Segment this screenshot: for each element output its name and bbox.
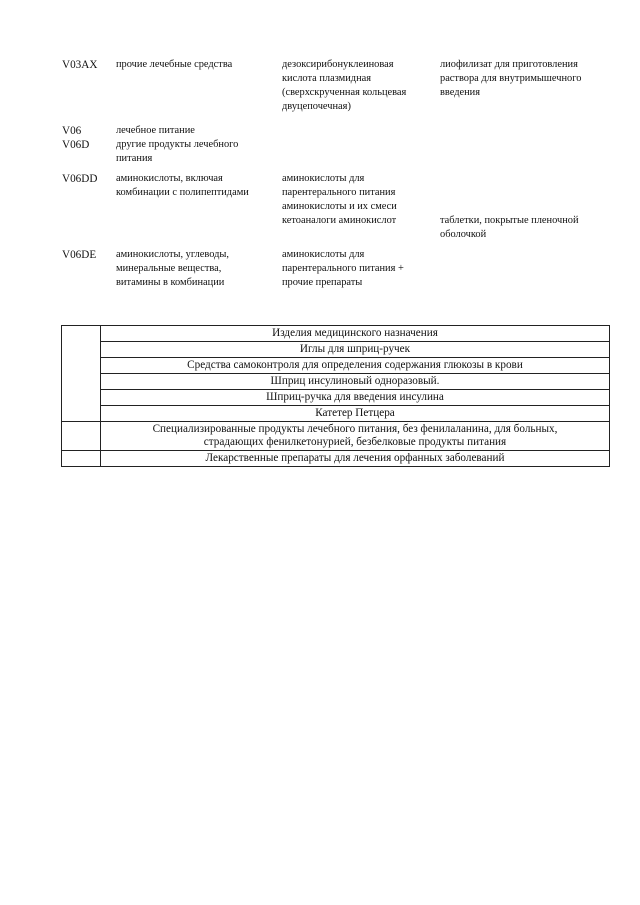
table-row xyxy=(62,451,610,467)
text-line: лечебное питание xyxy=(116,125,195,136)
atc-code: V06D xyxy=(62,139,90,151)
atc-code: V06DD xyxy=(62,173,98,185)
table-row xyxy=(62,342,610,358)
group-name xyxy=(116,124,282,138)
inn-name xyxy=(282,58,440,114)
orphan-drugs-cell: Лекарственные препараты для лечения орфанных заболеваний xyxy=(101,451,610,467)
device-cell: Иглы для шприц-ручек xyxy=(101,342,610,358)
table-row xyxy=(62,406,610,422)
text-line: аминокислоты для xyxy=(282,173,365,184)
text-line: раствора для внутримышечного xyxy=(440,73,582,84)
text-line: Специализированные продукты лечебного питания, без фенилаланина, для больных, xyxy=(152,423,558,435)
text-line: таблетки, покрытые пленочной xyxy=(440,215,579,226)
devices-header-cell: Изделия медицинского назначения xyxy=(101,326,610,342)
text-line: аминокислоты для xyxy=(282,249,365,260)
text-line: парентерального питания + xyxy=(282,263,404,274)
device-cell: Шприц-ручка для введения инсулина xyxy=(101,390,610,406)
text-line: другие продукты лечебного xyxy=(116,139,239,150)
group-name xyxy=(116,58,282,72)
device-cell: Шприц инсулиновый одноразовый. xyxy=(101,374,610,390)
medical-devices-table xyxy=(61,325,610,467)
dosage-form xyxy=(440,172,616,242)
drug-row-v06dd xyxy=(62,172,622,242)
atc-code: V06 xyxy=(62,125,82,137)
table-row xyxy=(62,374,610,390)
text-line: (сверхскрученная кольцевая xyxy=(282,87,407,98)
text-line: дезоксирибонуклеиновая xyxy=(282,59,394,70)
text-line: лиофилизат для приготовления xyxy=(440,59,578,70)
drug-row-v06d xyxy=(62,138,622,166)
text-line: комбинации с полипептидами xyxy=(116,187,249,198)
inn-name xyxy=(282,248,440,290)
atc-code: V06DE xyxy=(62,249,97,261)
text-line: кетоаналоги аминокислот xyxy=(282,215,397,226)
side-cell xyxy=(62,422,101,451)
text-line: парентерального питания xyxy=(282,187,396,198)
table-row xyxy=(62,390,610,406)
drug-row-v03ax xyxy=(62,58,622,114)
group-name xyxy=(116,248,282,290)
text-line: прочие препараты xyxy=(282,277,363,288)
device-cell: Средства самоконтроля для определения содержания глюкозы в крови xyxy=(101,358,610,374)
group-name xyxy=(116,138,282,166)
text-line: кислота плазмидная xyxy=(282,73,372,84)
side-cell xyxy=(62,451,101,467)
text-line: страдающих фенилкетонурией, безбелковые продукты питания xyxy=(203,436,507,448)
table-row xyxy=(62,358,610,374)
text-line: аминокислоты и их смеси xyxy=(282,201,397,212)
text-line xyxy=(440,186,616,200)
text-line xyxy=(440,200,616,214)
drug-list xyxy=(62,58,622,290)
device-cell: Катетер Петцера xyxy=(101,406,610,422)
inn-name xyxy=(282,172,440,228)
table-row xyxy=(62,422,610,451)
text-line: аминокислоты, углеводы, xyxy=(116,249,230,260)
group-name xyxy=(116,172,282,200)
text-line: двуцепочечная) xyxy=(282,101,351,112)
special-food-cell xyxy=(101,422,610,451)
text-line: минеральные вещества, xyxy=(116,263,222,274)
text-line xyxy=(440,172,616,186)
drug-row-v06de xyxy=(62,248,622,290)
atc-code: V03AX xyxy=(62,59,98,71)
text-line: витамины в комбинации xyxy=(116,277,225,288)
text-line: питания xyxy=(116,153,153,164)
dosage-form xyxy=(440,58,616,100)
drug-row-v06 xyxy=(62,124,622,138)
table-row xyxy=(62,326,610,342)
side-cell xyxy=(62,326,101,422)
text-line: оболочкой xyxy=(440,229,487,240)
text-line: аминокислоты, включая xyxy=(116,173,223,184)
text-line: введения xyxy=(440,87,481,98)
text-line: прочие лечебные средства xyxy=(116,59,233,70)
